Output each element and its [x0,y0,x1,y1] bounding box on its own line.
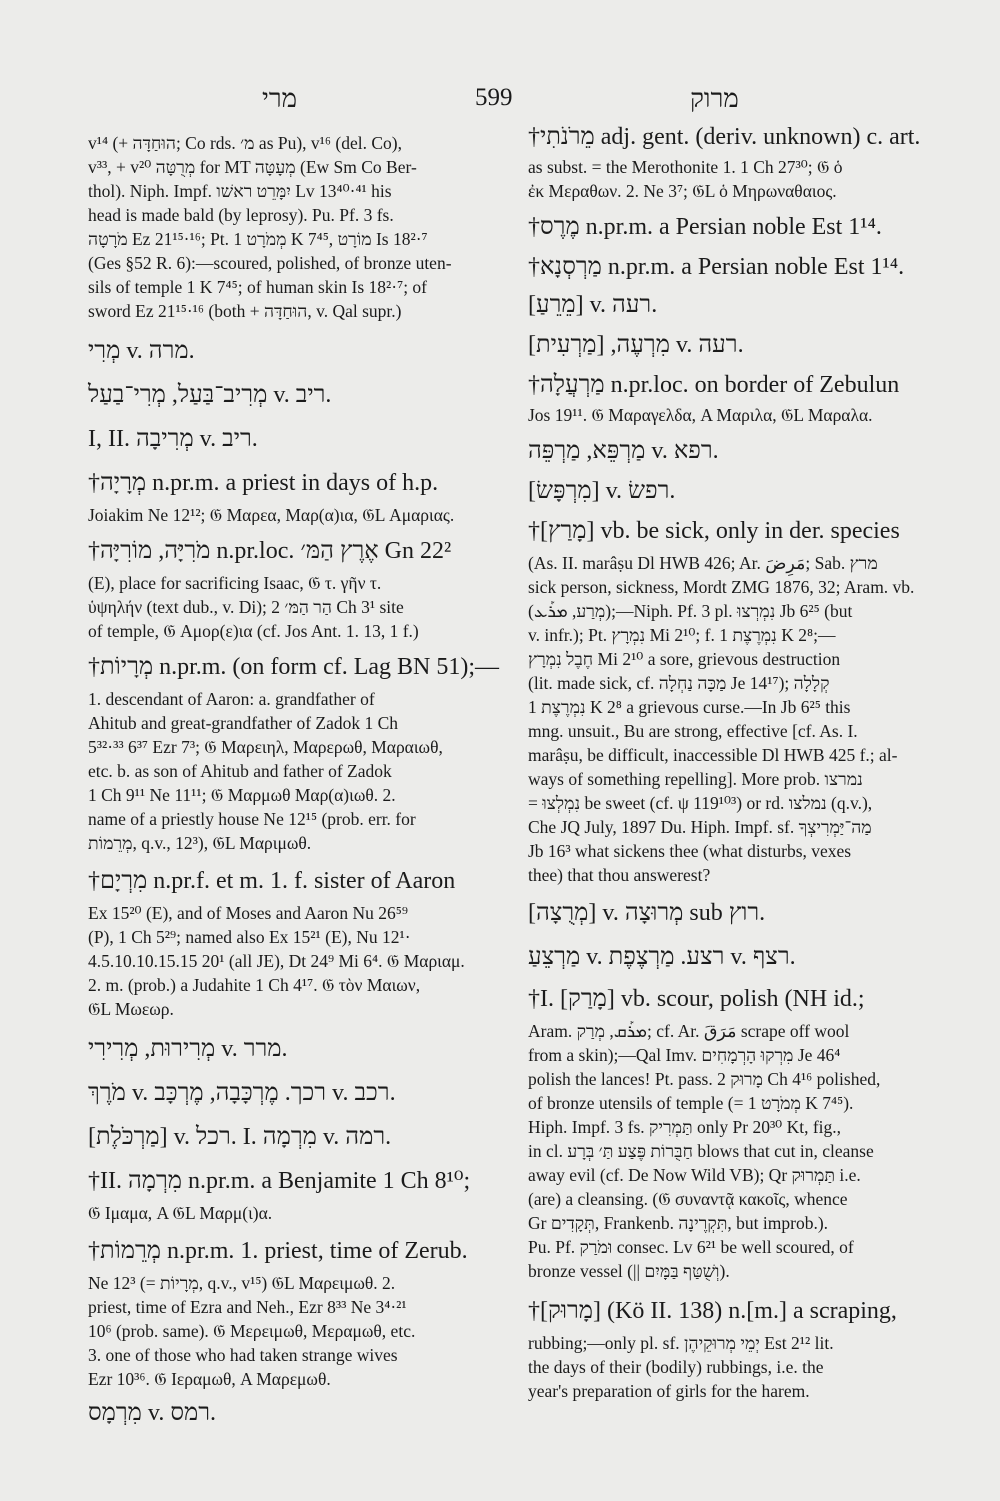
text-line: (P), 1 Ch 5²⁹; named also Ex 15²¹ (E), Nu 12¹· [88,927,411,947]
text-line: 1. descendant of Aaron: a. grandfather of [88,689,375,709]
text-line: ἐκ Μεραθων. 2. Ne 3⁷; 𝔊L ὁ Μηρωναθαιος. [528,181,837,201]
text-line: v. infr.); Pt. נִמְרָץ Mi 2¹⁰; f. נִמְרֶצֶת 1 K 2⁸;— [528,625,836,645]
text-line: Ne 12³ (= מְרָיוֹת, q.v., v¹⁵) 𝔊L Μαρειμωθ. 2. [88,1273,396,1293]
entry-headline: †מִרְיָם n.pr.f. et m. 1. f. sister of Aaron [88,868,456,894]
text-line: v¹⁴ (+ הוּחַדָּה; Co rds. מ׳ as Pu), v¹⁶ (del. Co), [88,133,402,153]
text-line: Jos 19¹¹. 𝔊 Μαραγελδα, A Μαριλα, 𝔊L Μαραλα. [528,405,873,425]
text-line: מֹרָטָה Ez 21¹⁵·¹⁶; Pt. מְמֹרָט 1 K 7⁴⁵, מוֹרָט Is 18²·⁷ [88,229,428,249]
text-line: year's preparation of girls for the harem. [528,1381,810,1401]
entry-headline: [מַרְכֹּלֶת] v. רכל. I. מִרְמָה v. רמה. [88,1124,392,1150]
text-line: Ezr 10³⁶. 𝔊 Ιεραμωθ, A Μαρεμωθ. [88,1369,331,1389]
text-line: Ahitub and great-grandfather of Zadok 1 Ch [88,713,399,733]
text-line: (מְרַע, ܡܪܰܥ);—Niph. Pf. 3 pl. נִמְרְצוּ Jb 6²⁵ (but [528,601,853,621]
text-line: ways of something repelling]. More prob. נמרצו [528,769,863,789]
entry-headline: †מַרְעֲלָה n.pr.loc. on border of Zebulun [528,372,900,398]
text-line: מְרֵמוֹת, q.v., 12³), 𝔊L Μαριμωθ. [88,833,312,853]
text-line: Che JQ July, 1897 Du. Hiph. Impf. sf. מַה־יַּמְרִיצְךָ [528,817,872,837]
text-line: 4.5.10.10.15.15 20¹ (all JE), Dt 24⁹ Mi 6⁴. 𝔊 Μαριαμ. [88,951,465,971]
text-line: 3. one of those who had taken strange wives [88,1345,398,1365]
entry-headline: †II. מִרְמָה n.pr.m. a Benjamite 1 Ch 8¹⁰; [88,1168,471,1194]
text-line: name of a priestly house Ne 12¹⁵ (prob. err. for [88,809,416,829]
text-line: etc. b. as son of Ahitub and father of Zadok [88,761,392,781]
text-line: (lit. made sick, cf. מַכָּה נַחְלָה Je 14¹⁷); קְלָלָה [528,673,830,693]
entry-headline: מְרִירוּת, מְרִירִי v. מרר. [88,1036,288,1062]
text-line: sick person, sickness, Mordt ZMG 1876, 32; Aram. vb. [528,577,915,597]
entry-headline: †מַרְסְנָא n.pr.m. a Persian noble Est 1¹⁴. [528,254,905,280]
text-line: away evil (cf. De Now Wild VB); Qr תַּמְרוּק i.e. [528,1165,861,1185]
entry-headline: מִרְעֶה, [מַרְעִית] v. רעה. [528,332,744,358]
text-line: thol). Niph. Impf. יִמָּרֵט ראשׁו Lv 13⁴⁰·⁴¹ his [88,181,392,201]
text-line: from a skin);—Qal Imv. מִרְקוּ הָרְמָחִים Je 46⁴ [528,1045,841,1065]
text-line: Ex 15²⁰ (E), and of Moses and Aaron Nu 26⁵⁹ [88,903,408,923]
text-line: (Ges §52 R. 6):—scoured, polished, of bronze uten- [88,253,452,273]
entry-headline: †[מָרוּק] (Kö II. 138) n.[m.] a scraping, [528,1298,897,1324]
text-line: Joiakim Ne 12¹²; 𝔊 Μαρεα, Μαρ(α)ια, 𝔊L Αμαριας. [88,505,455,525]
text-line: of bronze utensils of temple (= מְמֹרָט 1 K 7⁴⁵). [528,1093,854,1113]
text-line: Hiph. Impf. 3 fs. תַּמְרִיק only Pr 20³⁰ Kt, fig., [528,1117,842,1137]
entry-headline: †מְרָיָה n.pr.m. a priest in days of h.p. [88,470,439,496]
text-line: (are) a cleansing. (𝔊 συναντᾷ κακοῖς, whence [528,1189,848,1209]
entry-headline: [מֵרֵעַ] v. רעה. [528,292,658,318]
text-line: 2. m. (prob.) a Judahite 1 Ch 4¹⁷. 𝔊 τὸν Μαιων, [88,975,421,995]
entry-headline: מַרְצֵעַ v. רצע. מַרְצֶפֶת v. רצף. [528,944,796,970]
entry-headline: †[מָרַץ] vb. be sick, only in der. species [528,518,900,544]
text-line: marâṣu, be difficult, inaccessible Dl HWB 425 f.; al- [528,745,898,765]
text-line: 𝔊 Ιμαμα, A 𝔊L Μαρμ(ι)α. [88,1203,273,1223]
text-line: Gr תְּקָדִים, Frankenb. תִּקְרֶינָה, but improb.). [528,1213,829,1233]
entry-headline: מִרְמָס v. רמס. [88,1400,217,1426]
text-line: priest, time of Ezra and Neh., Ezr 8³³ Ne 3⁴·²¹ [88,1297,407,1317]
text-line: head is made bald (by leprosy). Pu. Pf. 3 fs. [88,205,394,225]
entry-headline: †מֶרֶס n.pr.m. a Persian noble Est 1¹⁴. [528,214,882,240]
text-line: (E), place for sacrificing Isaac, 𝔊 τ. γῆν τ. [88,573,382,593]
entry-headline: מְרִי v. מרה. [88,338,195,364]
text-line: חֶבֶל נִמְרָץ Mi 2¹⁰ a sore, grievous destruction [528,649,841,669]
text-line: thee) that thou answerest? [528,865,711,885]
entry-headline: †מֵרֹנֹתִי adj. gent. (deriv. unknown) c. art. [528,124,921,150]
text-line: as subst. = the Merothonite 1. 1 Ch 27³⁰; 𝔊 ὁ [528,157,843,177]
text-line: (As. II. marâṣu Dl HWB 426; Ar. مَرِضَ; Sab. מרץ [528,553,878,573]
text-line: 𝔊L Μωεωρ. [88,999,174,1019]
entry-headline: †I. [מָרַק] vb. scour, polish (NH id.; [528,986,865,1012]
text-line: Aram. ܡܪܰܩ, מְרַק; cf. Ar. مَرَقَ scrape off wool [528,1021,850,1041]
text-line: mng. unsuit., Bu are strong, effective [cf. As. I. [528,721,858,741]
entry-headline: [מְרֻצָה] v. מְרוּצָה sub רוץ. [528,900,766,926]
text-line: = נִמְלְצוּ be sweet (cf. ψ 119¹⁰³) or rd. נמלצו (q.v.), [528,793,873,813]
entry-headline: מְרִיב־בַּעַל, מְרִי־בַעַל v. ריב. [88,382,332,408]
entry-headline: I, II. מְרִיבָה v. ריב. [88,426,258,452]
text-line: bronze vessel (|| וְשֻׁטַּף בַּמָּיִם). [528,1261,730,1281]
text-line: Pu. Pf. וּמֹרַק consec. Lv 6²¹ be well scoured, of [528,1237,854,1257]
header-right-catchword: מרוק [690,84,739,114]
entry-headline: †מֹרִיָּה, מוֹרִיָּה n.pr.loc. אֶרֶץ הַמּ׳ Gn 22² [88,538,452,564]
text-line: v³³, + v²⁰ מְרֻטָּה for MT מְעָטָּה (Ew Sm Co Ber- [88,157,417,177]
text-line: 10⁶ (prob. same). 𝔊 Μερειμωθ, Μεραμωθ, etc. [88,1321,416,1341]
text-line: נִמְרֶצֶת 1 K 2⁸ a grievous curse.—In Jb 6²⁵ this [528,697,851,717]
text-line: 1 Ch 9¹¹ Ne 11¹¹; 𝔊 Μαρμωθ Μαρ(α)ιωθ. 2. [88,785,396,805]
page-number: 599 [475,84,513,111]
text-line: Jb 16³ what sickens thee (what disturbs, vexes [528,841,852,861]
entry-headline: †מְרָיוֹת n.pr.m. (on form cf. Lag BN 51);— [88,654,500,680]
entry-headline: [מִרְפָּשׂ] v. רפשׂ. [528,478,676,504]
text-line: the days of their (bodily) rubbings, i.e. the [528,1357,824,1377]
entry-headline: †מְרֵמוֹת n.pr.m. 1. priest, time of Zerub. [88,1238,468,1264]
text-line: 5³²·³³ 6³⁷ Ezr 7³; 𝔊 Μαρειηλ, Μαρερωθ, Μαραιωθ, [88,737,443,757]
text-line: in cl. חַבֻּרוֹת פֶּצַע תַּ׳ בְּרָע blows that cut in, cleanse [528,1141,874,1161]
entry-headline: מַרְפֵּא, מַרְפֵּה v. רפא. [528,438,719,464]
header-left-catchword: מרי [262,84,298,114]
entry-headline: מֹרֶךְ v. רכך. מֶרְכָּבָה, מֶרְכָּב v. רכב. [88,1080,396,1106]
text-line: polish the lances! Pt. pass. מָרוּק 2 Ch 4¹⁶ polished, [528,1069,881,1089]
text-line: of temple, 𝔊 Αμορ(ε)ια (cf. Jos Ant. 1. 13, 1 f.) [88,621,419,641]
text-line: ὑψηλήν (text dub., v. Di); הַר הַמּ׳ 2 Ch 3¹ site [88,597,404,617]
text-line: sils of temple 1 K 7⁴⁵; of human skin Is 18²·⁷; of [88,277,428,297]
text-line: sword Ez 21¹⁵·¹⁶ (both + הוּחַדָּה, v. Qal supr.) [88,301,402,321]
text-line: rubbing;—only pl. sf. יְמֵי מְרוּקֵיהֶן Est 2¹² lit. [528,1333,834,1353]
